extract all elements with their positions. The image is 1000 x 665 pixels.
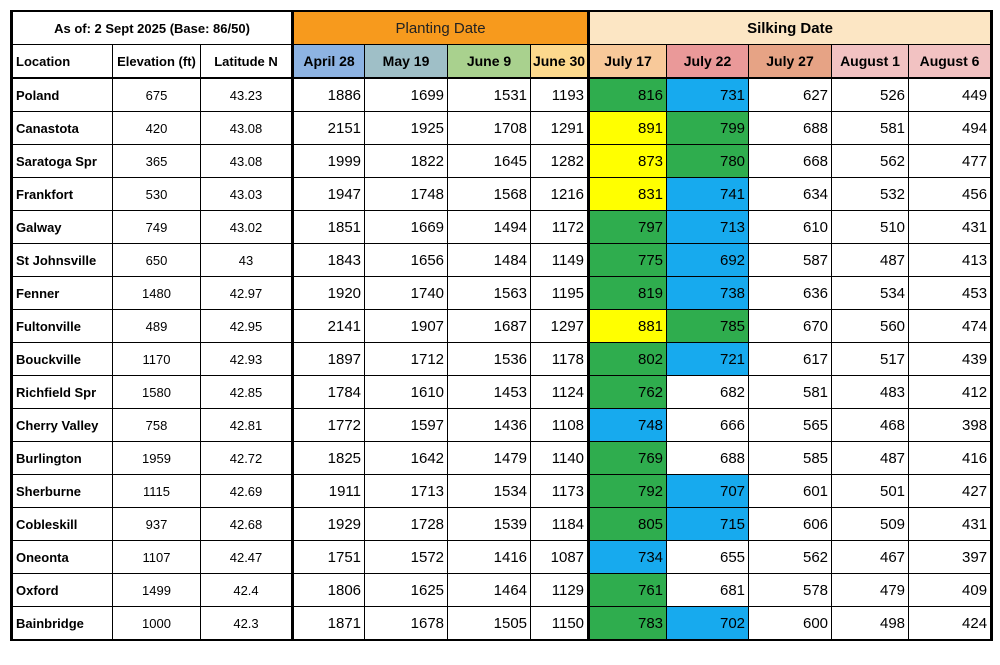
location-cell: Cherry Valley [12,409,113,442]
elevation-cell: 675 [113,78,201,112]
silking-gdd-cell: 799 [667,112,749,145]
silking-gdd-cell: 424 [909,607,992,641]
latitude-cell: 42.69 [201,475,293,508]
planting-date-header: June 9 [448,45,531,79]
planting-gdd-cell: 1479 [448,442,531,475]
table-row [12,112,992,145]
silking-gdd-cell: 610 [749,211,832,244]
silking-gdd-cell: 819 [589,277,667,310]
silking-gdd-cell: 416 [909,442,992,475]
elevation-cell: 1000 [113,607,201,641]
elevation-cell: 1580 [113,376,201,409]
silking-gdd-cell: 498 [832,607,909,641]
silking-gdd-cell: 692 [667,244,749,277]
elevation-cell: 530 [113,178,201,211]
silking-gdd-cell: 585 [749,442,832,475]
silking-gdd-cell: 761 [589,574,667,607]
elevation-cell: 937 [113,508,201,541]
silking-gdd-cell: 688 [749,112,832,145]
silking-gdd-cell: 783 [589,607,667,641]
silking-gdd-cell: 769 [589,442,667,475]
planting-gdd-cell: 1713 [365,475,448,508]
latitude-cell: 42.81 [201,409,293,442]
latitude-cell: 43.02 [201,211,293,244]
planting-gdd-cell: 1195 [531,277,589,310]
location-cell: Galway [12,211,113,244]
silking-gdd-cell: 601 [749,475,832,508]
silking-gdd-cell: 682 [667,376,749,409]
elevation-cell: 1115 [113,475,201,508]
planting-gdd-cell: 1699 [365,78,448,112]
silking-gdd-cell: 802 [589,343,667,376]
silking-date-header: August 1 [832,45,909,79]
silking-gdd-cell: 581 [832,112,909,145]
silking-gdd-cell: 526 [832,78,909,112]
latitude-cell: 43 [201,244,293,277]
planting-date-header: June 30 [531,45,589,79]
silking-gdd-cell: 587 [749,244,832,277]
planting-gdd-cell: 1712 [365,343,448,376]
table-row [12,409,992,442]
silking-date-header: July 17 [589,45,667,79]
silking-gdd-cell: 562 [749,541,832,574]
planting-gdd-cell: 1678 [365,607,448,641]
elevation-cell: 650 [113,244,201,277]
latitude-cell: 42.95 [201,310,293,343]
silking-gdd-cell: 467 [832,541,909,574]
silking-gdd-cell: 600 [749,607,832,641]
silking-gdd-cell: 681 [667,574,749,607]
planting-gdd-cell: 1140 [531,442,589,475]
planting-date-header: May 19 [365,45,448,79]
location-cell: Fultonville [12,310,113,343]
elevation-cell: 365 [113,145,201,178]
silking-gdd-cell: 731 [667,78,749,112]
planting-gdd-cell: 1687 [448,310,531,343]
silking-gdd-cell: 688 [667,442,749,475]
silking-gdd-cell: 715 [667,508,749,541]
silking-gdd-cell: 792 [589,475,667,508]
latitude-cell: 42.68 [201,508,293,541]
planting-gdd-cell: 2141 [293,310,365,343]
planting-gdd-cell: 1728 [365,508,448,541]
planting-gdd-cell: 1149 [531,244,589,277]
latitude-cell: 42.47 [201,541,293,574]
silking-gdd-cell: 797 [589,211,667,244]
planting-gdd-cell: 1897 [293,343,365,376]
table-row [12,244,992,277]
silking-gdd-cell: 785 [667,310,749,343]
silking-gdd-cell: 560 [832,310,909,343]
silking-gdd-cell: 479 [832,574,909,607]
planting-gdd-cell: 1740 [365,277,448,310]
planting-gdd-cell: 1172 [531,211,589,244]
silking-gdd-cell: 562 [832,145,909,178]
planting-gdd-cell: 1999 [293,145,365,178]
location-cell: St Johnsville [12,244,113,277]
location-cell: Fenner [12,277,113,310]
silking-gdd-cell: 805 [589,508,667,541]
planting-gdd-cell: 1572 [365,541,448,574]
silking-gdd-cell: 578 [749,574,832,607]
gdd-table [10,10,993,641]
silking-gdd-cell: 509 [832,508,909,541]
table-body [12,11,992,640]
as-of-label: As of: 2 Sept 2025 (Base: 86/50) [12,11,293,45]
planting-gdd-cell: 1907 [365,310,448,343]
location-cell: Oxford [12,574,113,607]
latitude-cell: 43.03 [201,178,293,211]
elevation-cell: 749 [113,211,201,244]
silking-gdd-cell: 741 [667,178,749,211]
planting-gdd-cell: 1625 [365,574,448,607]
planting-gdd-cell: 1216 [531,178,589,211]
silking-gdd-cell: 670 [749,310,832,343]
planting-gdd-cell: 1610 [365,376,448,409]
planting-gdd-cell: 1568 [448,178,531,211]
planting-gdd-cell: 1784 [293,376,365,409]
silking-gdd-cell: 668 [749,145,832,178]
elevation-cell: 1170 [113,343,201,376]
planting-gdd-cell: 1947 [293,178,365,211]
latitude-cell: 42.3 [201,607,293,641]
latitude-cell: 42.97 [201,277,293,310]
planting-gdd-cell: 1825 [293,442,365,475]
planting-gdd-cell: 1531 [448,78,531,112]
planting-gdd-cell: 1534 [448,475,531,508]
planting-gdd-cell: 1484 [448,244,531,277]
planting-gdd-cell: 1656 [365,244,448,277]
silking-date-header: August 6 [909,45,992,79]
silking-gdd-cell: 775 [589,244,667,277]
silking-date-header: July 27 [749,45,832,79]
silking-gdd-cell: 707 [667,475,749,508]
silking-gdd-cell: 565 [749,409,832,442]
planting-gdd-cell: 1871 [293,607,365,641]
planting-gdd-cell: 1751 [293,541,365,574]
planting-gdd-cell: 2151 [293,112,365,145]
planting-gdd-cell: 1806 [293,574,365,607]
silking-gdd-cell: 534 [832,277,909,310]
planting-gdd-cell: 1494 [448,211,531,244]
silking-gdd-cell: 517 [832,343,909,376]
latitude-cell: 42.85 [201,376,293,409]
table-row [12,145,992,178]
silking-gdd-cell: 713 [667,211,749,244]
elevation-cell: 489 [113,310,201,343]
silking-gdd-cell: 881 [589,310,667,343]
latitude-column-header: Latitude N [201,45,293,79]
silking-gdd-cell: 636 [749,277,832,310]
location-cell: Sherburne [12,475,113,508]
planting-gdd-cell: 1193 [531,78,589,112]
planting-gdd-cell: 1087 [531,541,589,574]
planting-date-header: April 28 [293,45,365,79]
planting-gdd-cell: 1539 [448,508,531,541]
silking-gdd-cell: 606 [749,508,832,541]
silking-gdd-cell: 427 [909,475,992,508]
planting-gdd-cell: 1464 [448,574,531,607]
planting-gdd-cell: 1416 [448,541,531,574]
table-row [12,211,992,244]
silking-date-header: July 22 [667,45,749,79]
planting-gdd-cell: 1124 [531,376,589,409]
location-cell: Oneonta [12,541,113,574]
elevation-cell: 758 [113,409,201,442]
silking-gdd-cell: 494 [909,112,992,145]
location-cell: Bouckville [12,343,113,376]
silking-gdd-cell: 483 [832,376,909,409]
elevation-cell: 420 [113,112,201,145]
planting-gdd-cell: 1184 [531,508,589,541]
planting-gdd-cell: 1178 [531,343,589,376]
silking-gdd-cell: 456 [909,178,992,211]
elevation-cell: 1107 [113,541,201,574]
title-row [12,11,992,45]
silking-gdd-cell: 449 [909,78,992,112]
silking-gdd-cell: 413 [909,244,992,277]
planting-gdd-cell: 1645 [448,145,531,178]
elevation-cell: 1480 [113,277,201,310]
latitude-cell: 42.93 [201,343,293,376]
planting-gdd-cell: 1536 [448,343,531,376]
silking-gdd-cell: 831 [589,178,667,211]
planting-gdd-cell: 1925 [365,112,448,145]
elevation-cell: 1499 [113,574,201,607]
silking-gdd-cell: 748 [589,409,667,442]
table-row [12,541,992,574]
table-row [12,376,992,409]
silking-gdd-cell: 734 [589,541,667,574]
silking-gdd-cell: 532 [832,178,909,211]
silking-gdd-cell: 474 [909,310,992,343]
table-row [12,277,992,310]
elevation-cell: 1959 [113,442,201,475]
silking-gdd-cell: 412 [909,376,992,409]
table-row [12,343,992,376]
silking-gdd-cell: 501 [832,475,909,508]
table-row [12,310,992,343]
planting-gdd-cell: 1920 [293,277,365,310]
location-cell: Richfield Spr [12,376,113,409]
location-cell: Burlington [12,442,113,475]
planting-gdd-cell: 1911 [293,475,365,508]
silking-gdd-cell: 655 [667,541,749,574]
planting-gdd-cell: 1173 [531,475,589,508]
silking-gdd-cell: 431 [909,211,992,244]
silking-gdd-cell: 702 [667,607,749,641]
planting-gdd-cell: 1843 [293,244,365,277]
silking-gdd-cell: 409 [909,574,992,607]
silking-gdd-cell: 431 [909,508,992,541]
planting-gdd-cell: 1708 [448,112,531,145]
silking-date-group-header: Silking Date [589,11,992,45]
planting-gdd-cell: 1563 [448,277,531,310]
silking-gdd-cell: 873 [589,145,667,178]
planting-gdd-cell: 1505 [448,607,531,641]
location-cell: Cobleskill [12,508,113,541]
table-row [12,442,992,475]
location-column-header: Location [12,45,113,79]
planting-gdd-cell: 1108 [531,409,589,442]
silking-gdd-cell: 762 [589,376,667,409]
planting-gdd-cell: 1282 [531,145,589,178]
table-row [12,178,992,211]
planting-gdd-cell: 1436 [448,409,531,442]
table-row [12,508,992,541]
planting-gdd-cell: 1597 [365,409,448,442]
latitude-cell: 43.23 [201,78,293,112]
silking-gdd-cell: 510 [832,211,909,244]
silking-gdd-cell: 397 [909,541,992,574]
silking-gdd-cell: 721 [667,343,749,376]
column-header-row [12,45,992,79]
silking-gdd-cell: 627 [749,78,832,112]
elevation-column-header: Elevation (ft) [113,45,201,79]
latitude-cell: 43.08 [201,145,293,178]
silking-gdd-cell: 666 [667,409,749,442]
planting-gdd-cell: 1453 [448,376,531,409]
planting-gdd-cell: 1297 [531,310,589,343]
latitude-cell: 42.4 [201,574,293,607]
location-cell: Poland [12,78,113,112]
planting-gdd-cell: 1822 [365,145,448,178]
silking-gdd-cell: 780 [667,145,749,178]
planting-gdd-cell: 1642 [365,442,448,475]
silking-gdd-cell: 477 [909,145,992,178]
table-row [12,574,992,607]
silking-gdd-cell: 487 [832,442,909,475]
silking-gdd-cell: 634 [749,178,832,211]
silking-gdd-cell: 617 [749,343,832,376]
planting-gdd-cell: 1929 [293,508,365,541]
planting-date-group-header: Planting Date [293,11,589,45]
planting-gdd-cell: 1669 [365,211,448,244]
planting-gdd-cell: 1772 [293,409,365,442]
planting-gdd-cell: 1851 [293,211,365,244]
table-row [12,607,992,641]
planting-gdd-cell: 1150 [531,607,589,641]
silking-gdd-cell: 816 [589,78,667,112]
silking-gdd-cell: 468 [832,409,909,442]
location-cell: Frankfort [12,178,113,211]
planting-gdd-cell: 1886 [293,78,365,112]
silking-gdd-cell: 738 [667,277,749,310]
location-cell: Canastota [12,112,113,145]
silking-gdd-cell: 487 [832,244,909,277]
planting-gdd-cell: 1291 [531,112,589,145]
latitude-cell: 43.08 [201,112,293,145]
silking-gdd-cell: 439 [909,343,992,376]
planting-gdd-cell: 1748 [365,178,448,211]
location-cell: Bainbridge [12,607,113,641]
silking-gdd-cell: 398 [909,409,992,442]
silking-gdd-cell: 891 [589,112,667,145]
latitude-cell: 42.72 [201,442,293,475]
location-cell: Saratoga Spr [12,145,113,178]
planting-gdd-cell: 1129 [531,574,589,607]
silking-gdd-cell: 581 [749,376,832,409]
table-row [12,78,992,112]
silking-gdd-cell: 453 [909,277,992,310]
table-row [12,475,992,508]
